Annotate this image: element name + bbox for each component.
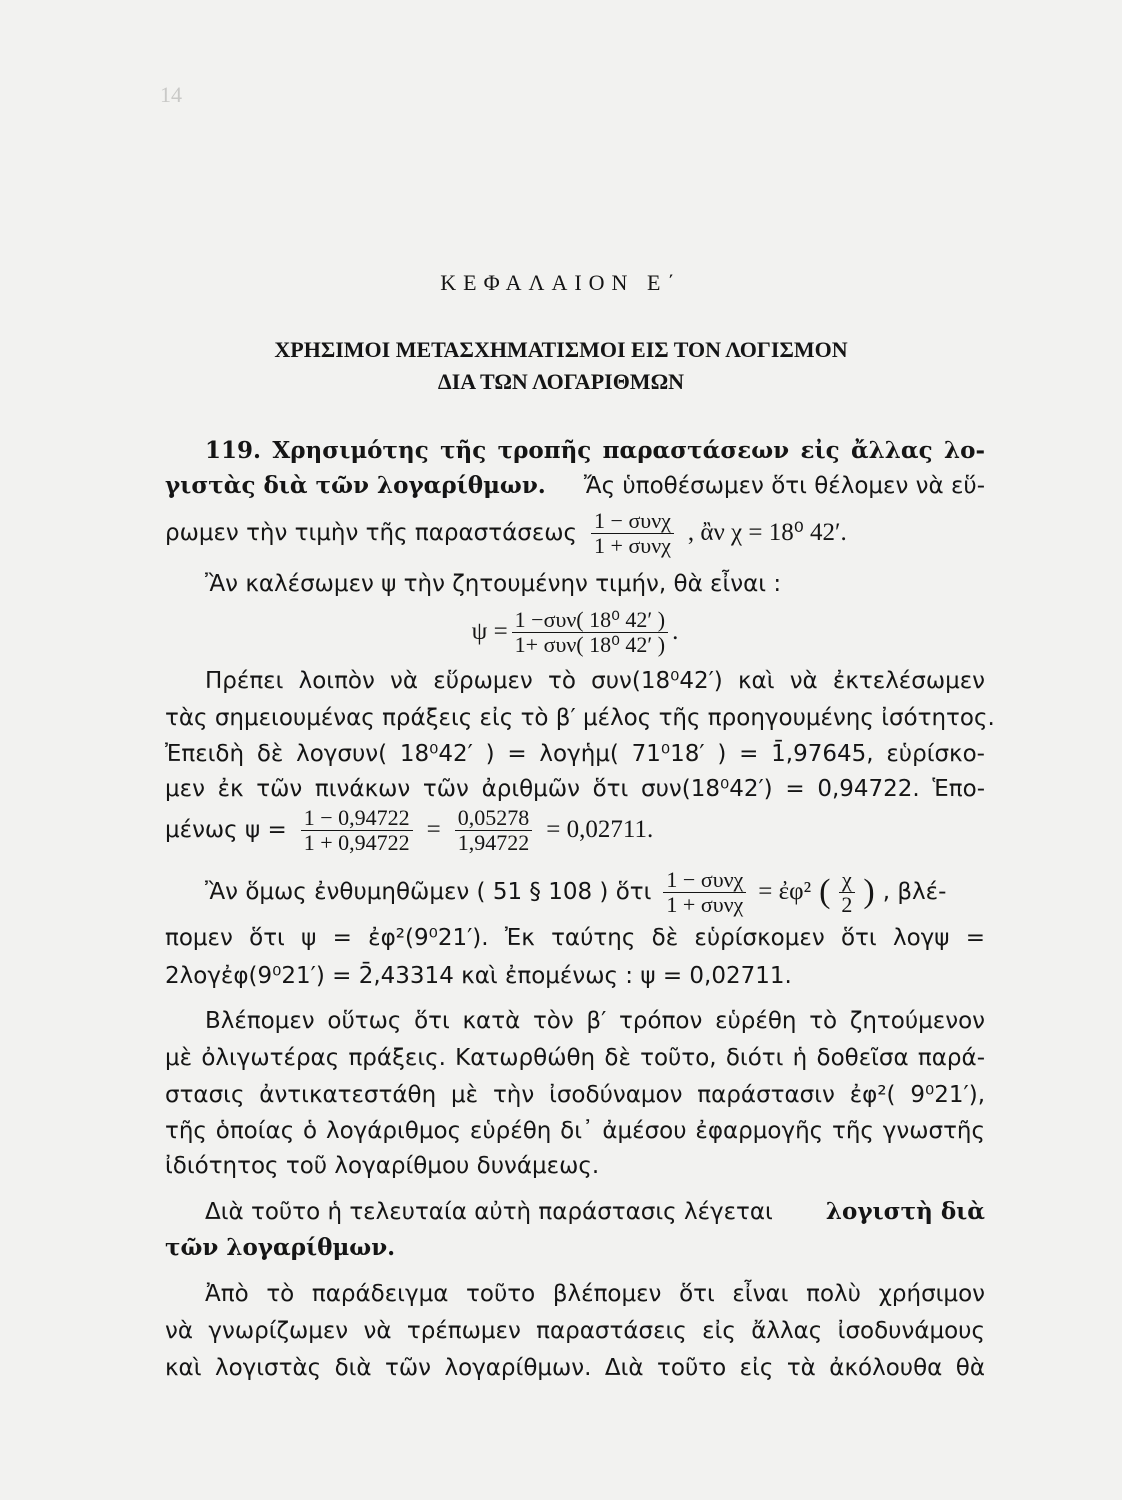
- paragraph-line: στασις ἀντικατεστάθη μὲ τὴν ἰσοδύναμον παράστασιν ἐφ²( 9⁰21′),: [165, 1082, 985, 1108]
- text: μένως ψ =: [165, 817, 287, 843]
- fraction: [512, 608, 668, 657]
- numerator: χ: [839, 868, 855, 893]
- equation-lhs: ψ =: [471, 618, 508, 645]
- denominator: 1 + συνχ: [594, 532, 671, 558]
- paragraph-line: τὰς σημειουμένας πράξεις εἰς τὸ β′ μέλος τῆς προηγουμένης ἰσότητος.: [165, 705, 995, 731]
- text: ρωμεν τὴν τιμὴν τῆς παραστάσεως: [165, 520, 578, 546]
- bold-term: λογιστὴ διὰ: [825, 1198, 985, 1225]
- paragraph-line: πομεν ὅτι ψ = ἐφ²(9⁰21′). Ἐκ ταύτης δὲ εὑρίσκομεν ὅτι λογψ =: [165, 925, 985, 951]
- numerator: 1 − συνχ: [591, 509, 674, 534]
- paren: ): [863, 873, 875, 910]
- paragraph-line: Ἐπειδὴ δὲ λογσυν( 18⁰42′ ) = λογἡμ( 71⁰18′ ) = 1̄,97645, εὑρίσκο-: [165, 741, 985, 767]
- denominator: 1 + 0,94722: [303, 829, 410, 855]
- fraction: [663, 868, 746, 917]
- chapter-heading: ΚΕΦΑΛΑΙΟΝ Ε΄: [440, 270, 682, 295]
- paragraph-line: [165, 1197, 985, 1227]
- paragraph-line: 2λογἐφ(9⁰21′) = 2̄,43314 καὶ ἐπομένως : ψ = 0,02711.: [165, 963, 792, 989]
- paragraph-line: μὲ ὀλιγωτέρας πράξεις. Κατωρθώθη δὲ τοῦτο, διότι ἡ δοθεῖσα παρά-: [165, 1045, 985, 1071]
- denominator: 1+ συν( 18⁰ 42′ ): [514, 631, 666, 657]
- text: .: [672, 618, 679, 645]
- denominator: 1 + συνχ: [666, 891, 744, 917]
- paragraph-line: νὰ γνωρίζωμεν νὰ τρέπωμεν παραστάσεις εἰς ἄλλας ἰσοδυνάμους: [165, 1318, 985, 1344]
- numerator: 0,05278: [455, 806, 533, 831]
- section-line-4: Ἂν καλέσωμεν ψ τὴν ζητουμένην τιμήν, θὰ εἶναι :: [205, 571, 782, 597]
- paragraph-line: μεν ἐκ τῶν πινάκων τῶν ἀριθμῶν ὅτι συν(18⁰42′) = 0,94722. Ἑπο-: [165, 776, 985, 802]
- chapter-title-line-1: ΧΡΗΣΙΜΟΙ ΜΕΤΑΣΧΗΜΑΤΙΣΜΟΙ ΕΙΣ ΤΟΝ ΛΟΓΙΣΜΟΝ: [274, 337, 848, 362]
- fraction: [591, 509, 674, 558]
- chapter-title-line-2: ΔΙΑ ΤΩΝ ΛΟΓΑΡΙΘΜΩΝ: [437, 369, 685, 394]
- text: = 0,02711.: [546, 816, 654, 843]
- denominator: 2: [841, 891, 853, 917]
- section-heading-line-1: [165, 436, 985, 466]
- section-heading-text: Χρησιμότης τῆς τροπῆς παραστάσεων εἰς ἄλλας λο-: [272, 437, 985, 464]
- paragraph-line: Πρέπει λοιπὸν νὰ εὕρωμεν τὸ συν(18⁰42′) καὶ νὰ ἐκτελέσωμεν: [205, 668, 985, 694]
- text: =: [426, 816, 441, 843]
- page-number: 14: [160, 82, 182, 107]
- text: Ἂν ὅμως ἐνθυμηθῶμεν ( 51 § 108 ) ὅτι: [205, 879, 652, 905]
- numerator: 1 − συνχ: [663, 868, 746, 893]
- denominator: 1,94722: [457, 829, 530, 855]
- text: Διὰ τοῦτο ἡ τελευταία αὐτὴ παράστασις λέγεται: [205, 1199, 773, 1225]
- equation-2: [165, 802, 985, 858]
- fraction: [301, 806, 413, 855]
- text: = ἐφ²: [758, 878, 812, 905]
- paragraph-line: καὶ λογιστὰς διὰ τῶν λογαρίθμων. Διὰ τοῦτο εἰς τὰ ἀκόλουθα θὰ: [165, 1355, 985, 1381]
- section-line-2: [165, 471, 985, 501]
- numerator: 1 − 0,94722: [301, 806, 413, 831]
- paragraph-line: Ἀπὸ τὸ παράδειγμα τοῦτο βλέπομεν ὅτι εἶναι πολὺ χρήσιμον: [205, 1281, 985, 1307]
- text: , ἂν χ = 18⁰ 42′.: [687, 519, 847, 546]
- section-number: 119.: [205, 437, 262, 464]
- paragraph-line: ἰδιότητος τοῦ λογαρίθμου δυνάμεως.: [165, 1153, 600, 1179]
- text: , βλέ-: [882, 879, 947, 905]
- paragraph-line: τῆς ὁποίας ὁ λογάριθμος εὑρέθη δι᾽ ἀμέσου ἐφαρμογῆς τῆς γνωστῆς: [165, 1118, 985, 1144]
- paragraph-line-with-fraction: [165, 864, 985, 920]
- bold-term: τῶν λογαρίθμων.: [165, 1234, 396, 1261]
- section-line-3: [165, 508, 985, 558]
- equation-1: [165, 604, 985, 660]
- numerator: 1 −συν( 18⁰ 42′ ): [512, 608, 668, 633]
- section-heading-text-2: γιστὰς διὰ τῶν λογαρίθμων.: [165, 472, 546, 499]
- fraction: [838, 868, 855, 917]
- text: Ἄς ὑποθέσωμεν ὅτι θέλομεν νὰ εὕ-: [583, 473, 985, 499]
- paragraph-line: Βλέπομεν οὕτως ὅτι κατὰ τὸν β′ τρόπον εὑρέθη τὸ ζητούμενον: [205, 1008, 985, 1034]
- paren: (: [819, 873, 831, 910]
- fraction: [455, 806, 533, 855]
